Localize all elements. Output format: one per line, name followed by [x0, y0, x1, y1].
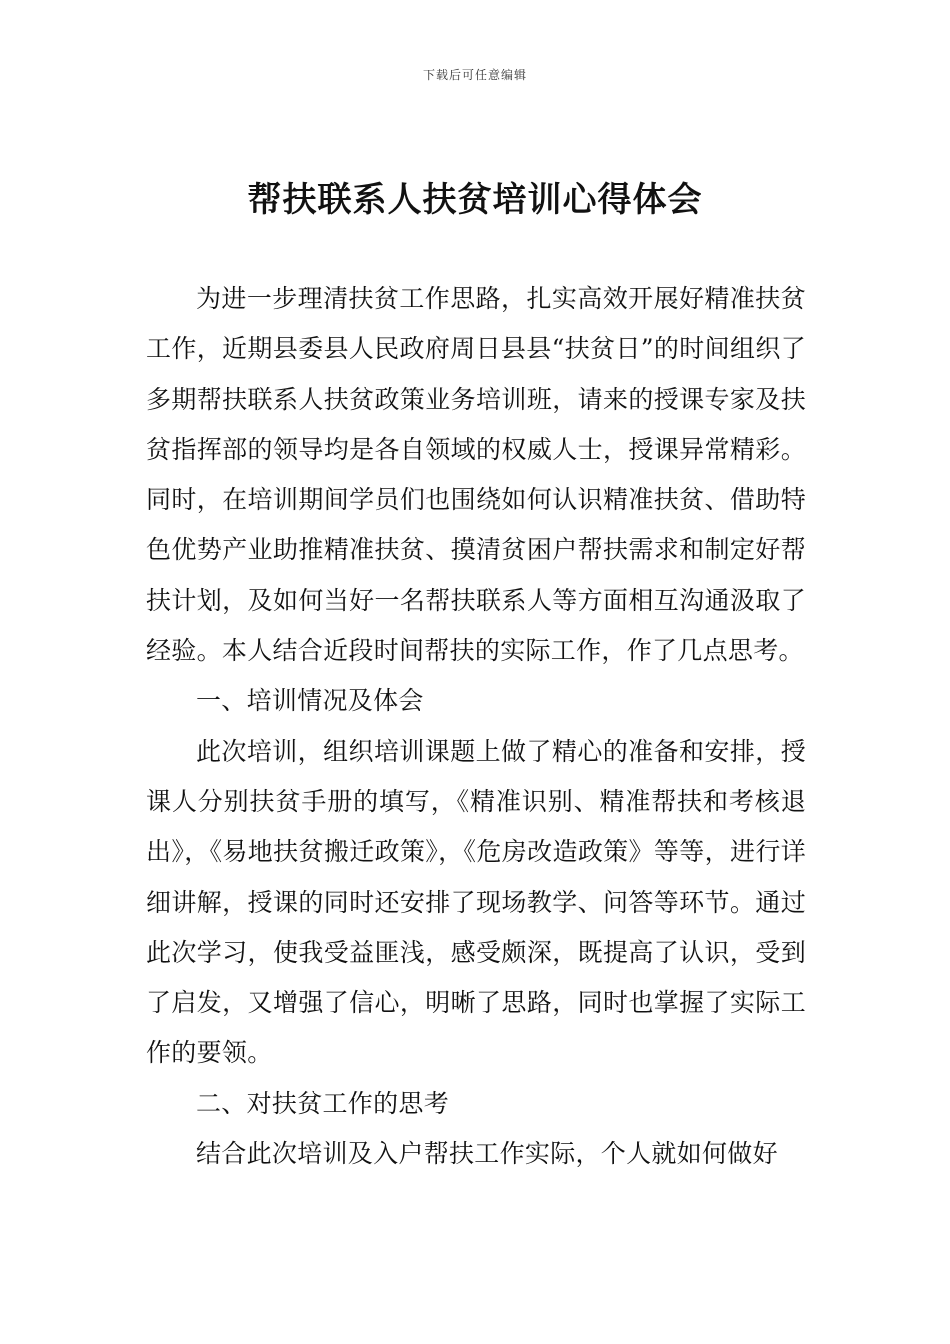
- section-heading-1: 一、培训情况及体会: [196, 686, 424, 716]
- paragraph-reflection: 结合此次培训及入户帮扶工作实际，个人就如何做好: [196, 1139, 778, 1169]
- header-note: 下载后可任意编辑: [422, 68, 527, 82]
- paragraph-training: 此次培训，组织培训课题上做了精心的准备和安排，授课人分别扶贫手册的填写，《精准识别、精准帮扶和考核退出》，《易地扶贫搬迁政策》，《危房改造政策》等等，进行详细讲解，授课的同时还安排了现场教学、问答等环节。通过此次学习，使我受益匪浅，感受颇深，既提高了认识，受到了启发，又增强了信心，明晰了思路，同时也掌握了实际工作的要领。: [146, 736, 806, 1068]
- section-heading-2: 二、对扶贫工作的思考: [196, 1088, 450, 1118]
- document-title: 帮扶联系人扶贫培训心得体会: [247, 180, 703, 220]
- paragraph-intro: 为进一步理清扶贫工作思路，扎实高效开展好精准扶贫工作，近期县委县人民政府周日县县“扶贫日”的时间组织了多期帮扶联系人扶贫政策业务培训班，请来的授课专家及扶贫指挥部的领导均是各自领域的权威人士，授课异常精彩。同时，在培训期间学员们也围绕如何认识精准扶贫、借助特色优势产业助推精准扶贫、摸清贫困户帮扶需求和制定好帮扶计划，及如何当好一名帮扶联系人等方面相互沟通汲取了经验。本人结合近段时间帮扶的实际工作，作了几点思考。: [146, 284, 806, 666]
- document-body: [146, 274, 806, 1179]
